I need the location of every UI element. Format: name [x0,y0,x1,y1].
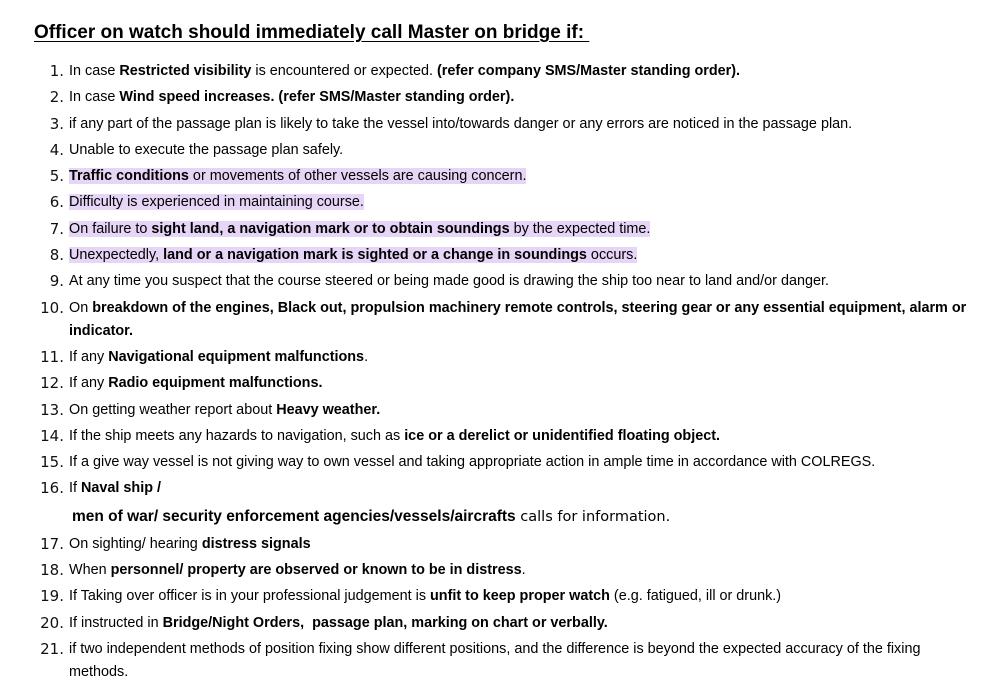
list-item-20: 20. If instructed in Bridge/Night Orders, passage plan, marking on chart or verbally. [0,612,1000,635]
item-number: 19. [40,587,64,606]
item-number: 12. [40,374,64,393]
list-item-21: 21. if two independent methods of position fixing show different positions, and the difference is beyond the expected accuracy of the fixing methods. [0,638,1000,684]
list-item-17: 17. On sighting/ hearing distress signals [0,533,1000,556]
list-item-8 [0,244,1000,267]
list-item-16: 16. If Naval ship / men of war/ security enforcement agencies/vessels/aircrafts calls for information. [0,477,1000,529]
list-item-19: 19. If Taking over officer is in your professional judgement is unfit to keep proper watch (e.g. fatigued, ill or drunk.) [0,585,1000,608]
list-item-10: 10. On breakdown of the engines, Black out, propulsion machinery remote controls, steering gear or any essential equipment, alarm or indicator. [0,297,1000,343]
list-item-12: 12. If any Radio equipment malfunctions. [0,372,1000,395]
item-number: 15. [40,453,64,472]
item-number: 10. [40,298,64,317]
item-number: 3. [49,114,64,133]
item-number: 21. [40,639,64,658]
item-number: 16. [40,479,64,498]
item-number: 20. [40,613,64,632]
list-item-18: 18. When personnel/ property are observed or known to be in distress. [0,559,1000,582]
list-item-4: 4. Unable to execute the passage plan safely. [0,139,1000,162]
item-number: 17. [40,534,64,553]
list-item-6 [0,191,1000,214]
list-item-5 [0,165,1000,188]
master-call-list [0,60,1000,687]
list-item-3: 3. if any part of the passage plan is likely to take the vessel into/towards danger or any errors are noticed in the passage plan. [0,113,1000,136]
list-item-15: 15. If a give way vessel is not giving way to own vessel and taking appropriate action in ample time in accordance with COLREGS. [0,451,1000,474]
item-number: 7. [49,219,64,238]
item-number: 4. [49,140,64,159]
list-item-13: 13. On getting weather report about Heavy weather. [0,399,1000,422]
item-number: 9. [49,272,64,291]
list-item-1: 1. In case Restricted visibility is encountered or expected. (refer company SMS/Master standing order). [0,60,1000,83]
list-item-9: 9. At any time you suspect that the course steered or being made good is drawing the ship too near to land and/or danger. [0,270,1000,293]
item-number: 5. [49,167,64,186]
highlighted-text: Difficulty is experienced in maintaining course. [69,194,364,211]
item-number: 13. [40,400,64,419]
item-number: 14. [40,426,64,445]
page-title: Officer on watch should immediately call Master on bridge if: [34,22,590,43]
highlighted-text: Unexpectedly, land or a navigation mark is sighted or a change in soundings occurs. [69,247,638,264]
highlighted-text: Traffic conditions or movements of other vessels are causing concern. [69,168,527,185]
item-number: 8. [49,246,64,265]
list-item-7 [0,218,1000,241]
item-number: 18. [40,561,64,580]
list-item-11: 11. If any Navigational equipment malfunctions. [0,346,1000,369]
list-item-2: 2. In case Wind speed increases. (refer SMS/Master standing order). [0,86,1000,109]
item-number: 6. [49,193,64,212]
item-number: 11. [40,347,64,366]
list-item-16-continuation: men of war/ security enforcement agencies/vessels/aircrafts calls for information. [72,508,671,526]
highlighted-text: On failure to sight land, a navigation mark or to obtain soundings by the expected time. [69,220,651,237]
item-number: 1. [49,62,64,80]
list-item-14: 14. If the ship meets any hazards to navigation, such as ice or a derelict or unidentified floating object. [0,425,1000,448]
item-number: 2. [49,88,64,107]
